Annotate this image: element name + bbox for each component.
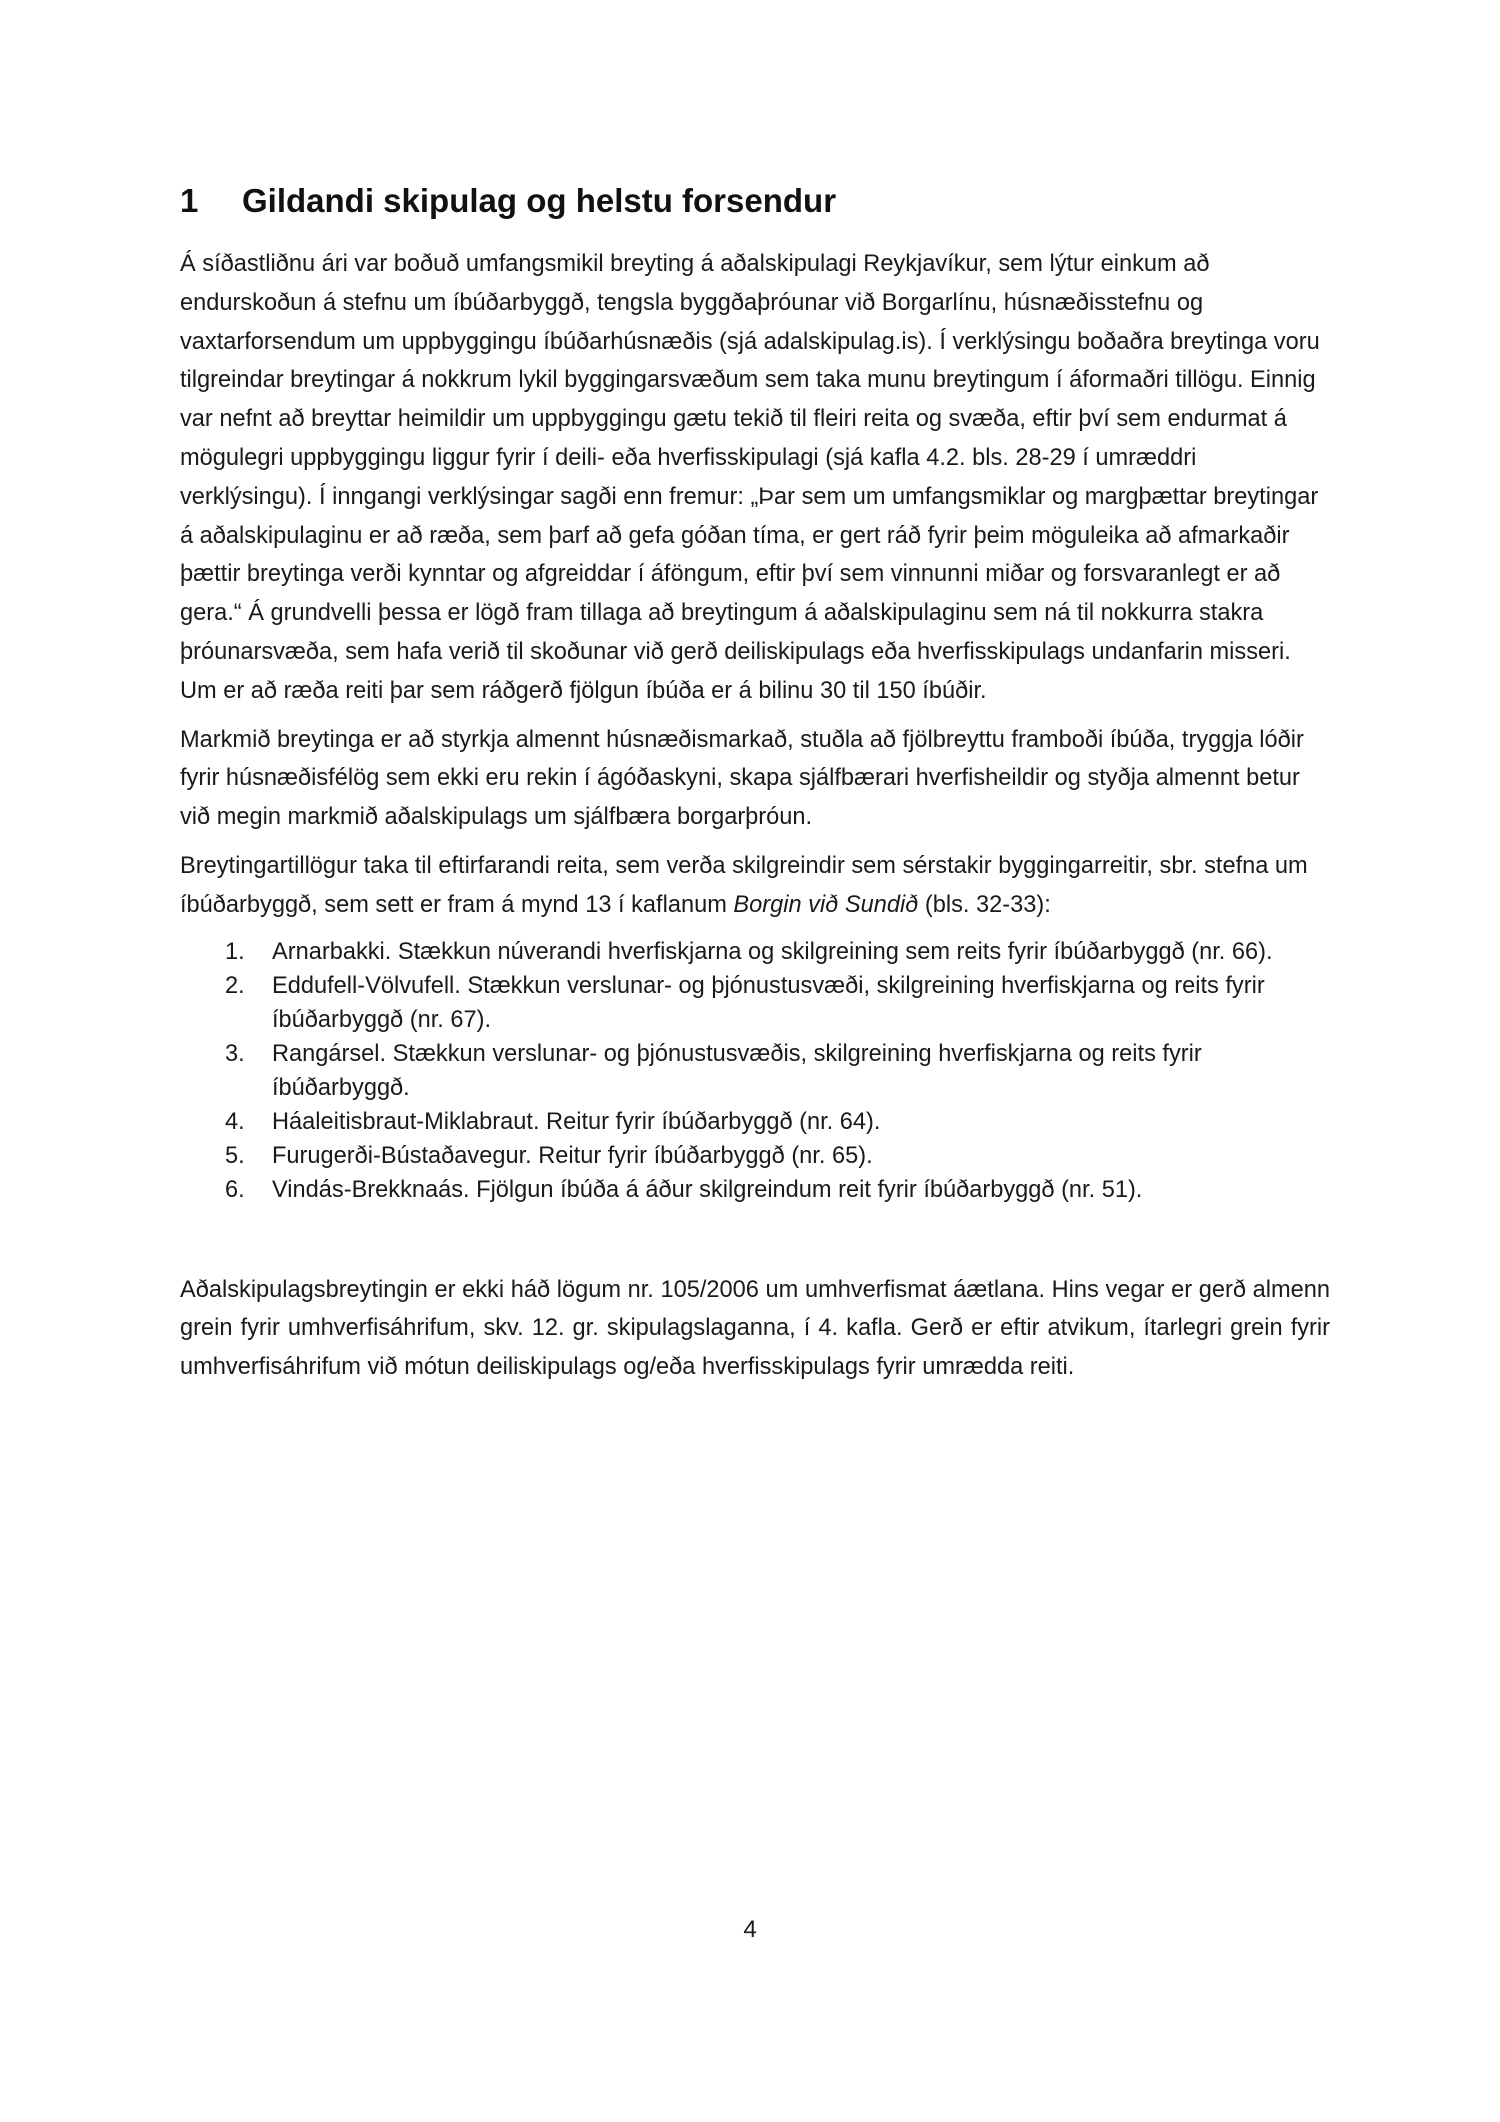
body-text <box>180 245 1330 1397</box>
paragraph-environmental: Aðalskipulagsbreytingin er ekki háð lögum nr. 105/2006 um umhverfismat áætlana. Hins vegar er gerð almenn grein fyrir umhverfisáhrifum, skv. 12. gr. skipulagslaganna, í 4. kafla. Gerð er eftir atvikum, ítarlegri grein fyrir umhverfisáhrifum við mótun deiliskipulags og/eða hverfisskipulags fyrir umrædda reiti. <box>180 1276 1330 1381</box>
list-item-number: 4. <box>225 1108 245 1135</box>
list-item-text: Rangársel. Stækkun verslunar- og þjónustusvæðis, skilgreining hverfiskjarna og reits fyrir íbúðarbyggð. <box>272 1040 1202 1101</box>
list-item-text: Furugerði-Bústaðavegur. Reitur fyrir íbúðarbyggð (nr. 65). <box>272 1142 873 1169</box>
list-item-number: 1. <box>225 938 245 965</box>
list-item-number: 6. <box>225 1176 245 1203</box>
section-number: 1 <box>180 182 199 219</box>
list-item-text: Eddufell-Völvufell. Stækkun verslunar- og þjónustusvæði, skilgreining hverfiskjarna og reits fyrir íbúðarbyggð (nr. 67). <box>272 972 1265 1033</box>
list-item <box>180 1105 1330 1139</box>
list-item-number: 5. <box>225 1142 245 1169</box>
list-item <box>180 969 1330 1037</box>
paragraph-intro: Á síðastliðnu ári var boðuð umfangsmikil breyting á aðalskipulagi Reykjavíkur, sem lýtur einkum að endurskoðun á stefnu um íbúðarbyggð, tengsla byggðaþróunar við Borgarlínu, húsnæðisstefnu og vaxtarforsendum um uppbyggingu íbúðarhúsnæðis (sjá adalskipulag.is). Í verklýsingu boðaðra breytinga voru tilgreindar breytingar á nokkrum lykil byggingarsvæðum sem taka munu breytingum í áformaðri tillögu. Einnig var nefnt að breyttar heimildir um uppbyggingu gætu tekið til fleiri reita og svæða, eftir því sem endurmat á mögulegri uppbyggingu liggur fyrir í deili- eða hverfisskipulagi (sjá kafla 4.2. bls. 28-29 í umræddri verklýsingu). Í inngangi verklýsingar sagði enn fremur: „Þar sem um umfangsmiklar og margþættar breytingar á aðalskipulaginu er að ræða, sem þarf að gefa góðan tíma, er gert ráð fyrir þeim möguleika að afmarkaðir þættir breytinga verði kynntar og afgreiddar í áföngum, eftir því sem vinnunni miðar og forsvaranlegt er að gera.“ Á grundvelli þessa er lögð fram tillaga að breytingum á aðalskipulaginu sem ná til nokkurra stakra þróunarsvæða, sem hafa verið til skoðunar við gerð deiliskipulags eða hverfisskipulags undanfarin misseri. Um er að ræða reiti þar sem ráðgerð fjölgun íbúða er á bilinu 30 til 150 íbúðir. <box>180 251 1320 704</box>
page-number: 4 <box>743 1916 757 1943</box>
section-title: Gildandi skipulag og helstu forsendur <box>242 182 837 219</box>
paragraph-areas <box>180 847 1330 925</box>
chapter-reference: Borgin við Sundið <box>733 891 919 918</box>
section-heading <box>180 182 836 220</box>
areas-list <box>180 935 1330 1207</box>
page-reference: (bls. 32-33): <box>918 891 1051 918</box>
list-item-text: Háaleitisbraut-Miklabraut. Reitur fyrir íbúðarbyggð (nr. 64). <box>272 1108 881 1135</box>
paragraph-goals: Markmið breytinga er að styrkja almennt húsnæðismarkað, stuðla að fjölbreyttu framboði íbúða, tryggja lóðir fyrir húsnæðisfélög sem ekki eru rekin í ágóðaskyni, skapa sjálfbærari hverfisheildir og styðja almennt betur við megin markmið aðalskipulags um sjálfbæra borgarþróun. <box>180 726 1304 831</box>
list-item <box>180 935 1330 969</box>
list-item <box>180 1037 1330 1105</box>
spacer <box>180 1217 1330 1271</box>
paragraph-areas-text: Breytingartillögur taka til eftirfarandi reita, sem verða skilgreindir sem sérstakir byggingarreitir, sbr. stefna um íbúðarbyggð, sem sett er fram á mynd 13 í kaflanum <box>180 852 1308 918</box>
list-item-number: 2. <box>225 972 245 999</box>
list-item-text: Vindás-Brekknaás. Fjölgun íbúða á áður skilgreindum reit fyrir íbúðarbyggð (nr. 51). <box>272 1176 1143 1203</box>
list-item-number: 3. <box>225 1040 245 1067</box>
list-item-text: Arnarbakki. Stækkun núverandi hverfiskjarna og skilgreining sem reits fyrir íbúðarbyggð (nr. 66). <box>272 938 1273 965</box>
list-item <box>180 1173 1330 1207</box>
list-item <box>180 1139 1330 1173</box>
